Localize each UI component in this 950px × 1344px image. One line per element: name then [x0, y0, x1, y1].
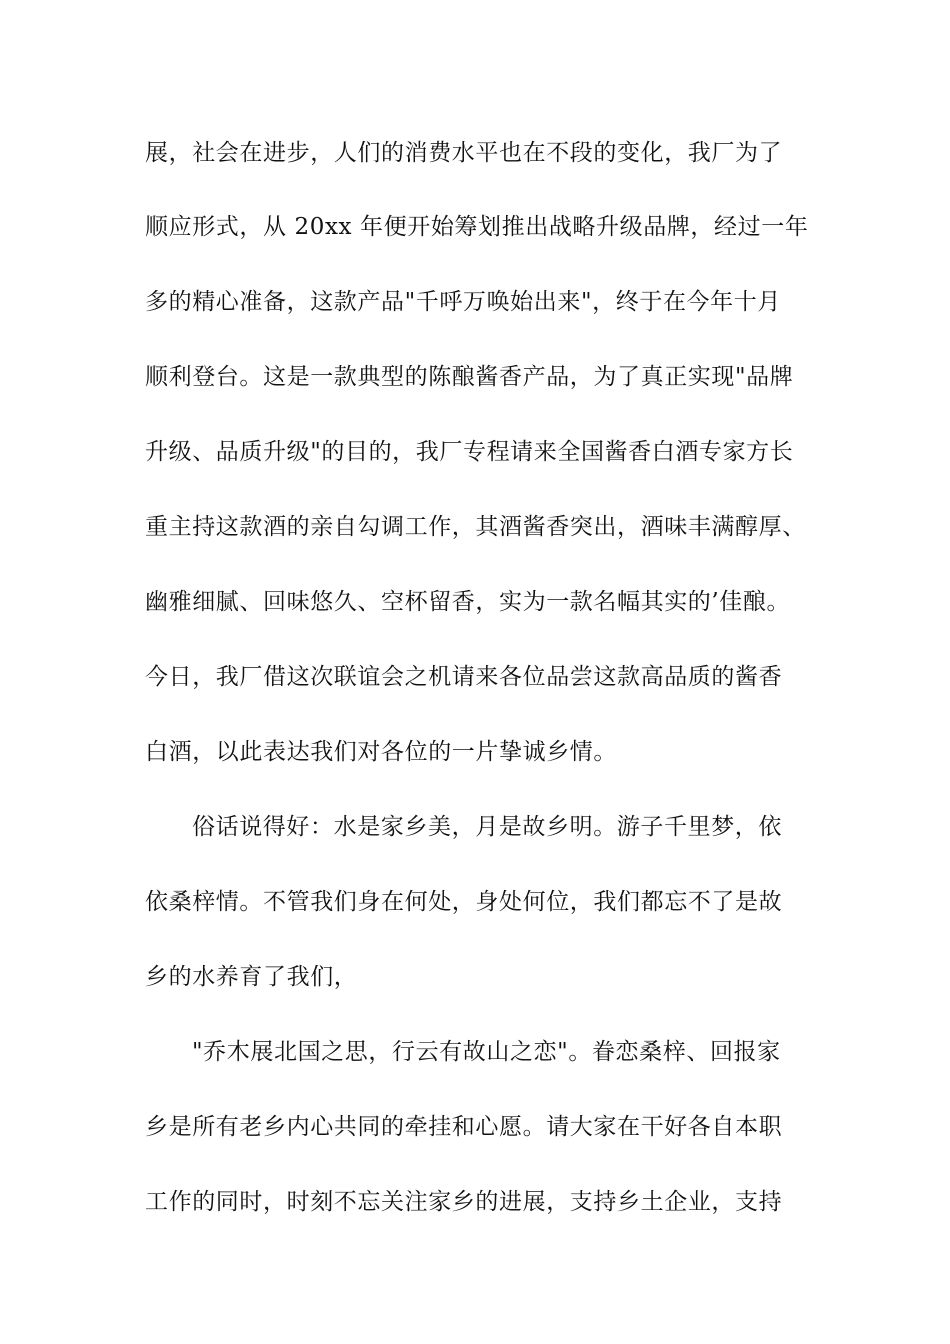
paragraph-line: 今日，我厂借这次联谊会之机请来各位品尝这款高品质的酱香: [145, 664, 783, 690]
paragraph-line: 乡的水养育了我们，: [145, 964, 358, 990]
paragraph-line: 幽雅细腻、回味悠久、空杯留香，实为一款名幅其实的’佳酿。: [145, 589, 791, 615]
paragraph-line: 多的精心准备，这款产品"千呼万唤始出来"，终于在今年十月: [145, 289, 781, 315]
paragraph-line: 乡是所有老乡内心共同的牵挂和心愿。请大家在干好各自本职: [145, 1114, 783, 1140]
paragraph-line: 依桑梓情。不管我们身在何处，身处何位，我们都忘不了是故: [145, 889, 783, 915]
paragraph-line: 展，社会在进步，人们的消费水平也在不段的变化，我厂为了: [145, 140, 783, 166]
paragraph-line: 顺应形式，从 20xx 年便开始筹划推出战略升级品牌，经过一年: [145, 214, 809, 240]
paragraph-line: 俗话说得好：水是家乡美，月是故乡明。游子千里梦，依: [192, 814, 782, 840]
paragraph-line: 重主持这款酒的亲自勾调工作，其酒酱香突出，酒味丰满醇厚、: [145, 514, 806, 540]
paragraph-line: 工作的同时，时刻不忘关注家乡的进展，支持乡土企业，支持: [145, 1189, 783, 1215]
paragraph-line: "乔木展北国之思，行云有故山之恋"。眷恋桑梓、回报家: [192, 1039, 781, 1065]
paragraph-line: 顺利登台。这是一款典型的陈酿酱香产品，为了真正实现"品牌: [145, 364, 794, 390]
paragraph-line: 白酒，以此表达我们对各位的一片挚诚乡情。: [145, 739, 617, 765]
paragraph-line: 升级、品质升级"的目的，我厂专程请来全国酱香白酒专家方长: [145, 439, 794, 465]
